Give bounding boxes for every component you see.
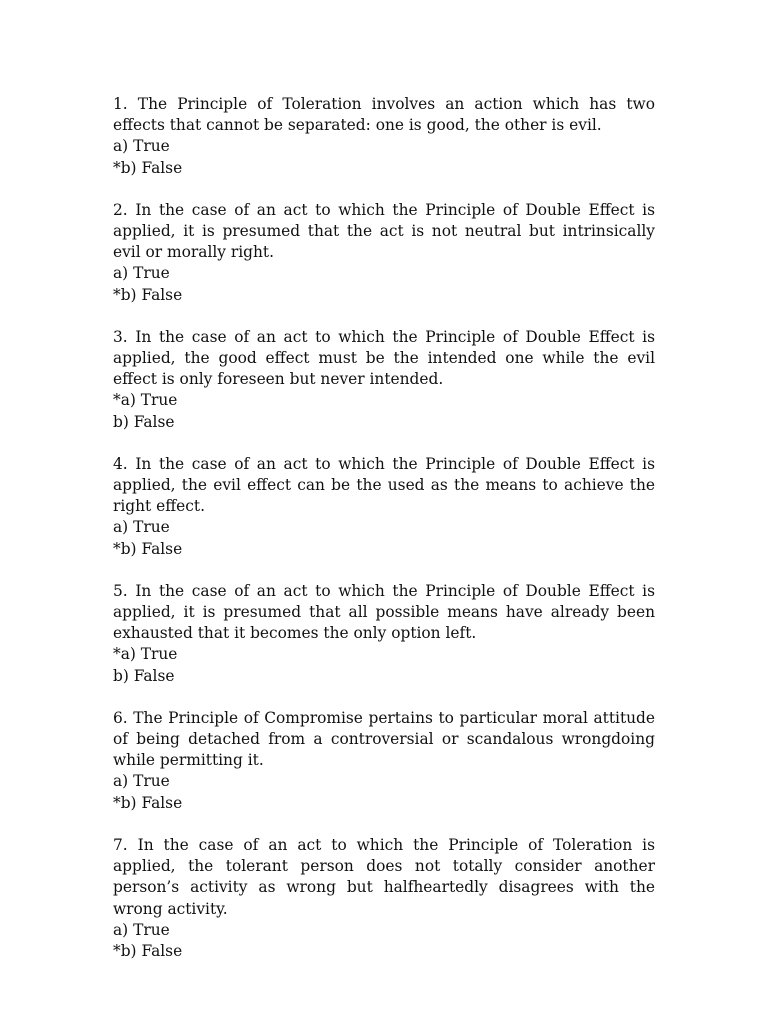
question-text: 5. In the case of an act to which the Principle of Double Effect is applied, it is presumed that all possible means have already been exhausted that it becomes the only option left.	[113, 581, 655, 643]
question-5	[113, 581, 655, 687]
question-text: 2. In the case of an act to which the Principle of Double Effect is applied, it is presumed that the act is not neutral but intrinsically evil or morally right.	[113, 200, 655, 262]
option-a: a) True	[113, 518, 170, 537]
question-text: 7. In the case of an act to which the Principle of Toleration is applied, the tolerant person does not totally consider another person’s activity as wrong but halfheartedly disagrees with the wrong activity.	[113, 835, 655, 918]
question-4	[113, 454, 655, 560]
option-a: *a) True	[113, 391, 178, 410]
option-b: *b) False	[113, 158, 183, 177]
document-page	[113, 94, 655, 983]
question-6	[113, 708, 655, 814]
option-b: *b) False	[113, 539, 183, 558]
option-b: b) False	[113, 412, 175, 431]
question-7	[113, 835, 655, 962]
option-b: *b) False	[113, 793, 183, 812]
option-b: b) False	[113, 666, 175, 685]
question-text: 3. In the case of an act to which the Principle of Double Effect is applied, the good effect must be the intended one while the evil effect is only foreseen but never intended.	[113, 327, 655, 389]
option-a: a) True	[113, 137, 170, 156]
question-text: 4. In the case of an act to which the Principle of Double Effect is applied, the evil effect can be the used as the means to achieve the right effect.	[113, 454, 655, 516]
question-1	[113, 94, 655, 179]
question-text: 1. The Principle of Toleration involves an action which has two effects that cannot be separated: one is good, the other is evil.	[113, 95, 655, 135]
option-b: *b) False	[113, 941, 183, 960]
option-a: *a) True	[113, 645, 178, 664]
option-a: a) True	[113, 920, 170, 939]
option-b: *b) False	[113, 285, 183, 304]
question-3	[113, 327, 655, 433]
option-a: a) True	[113, 772, 170, 791]
question-text: 6. The Principle of Compromise pertains to particular moral attitude of being detached from a controversial or scandalous wrongdoing while permitting it.	[113, 708, 655, 770]
question-2	[113, 200, 655, 306]
option-a: a) True	[113, 264, 170, 283]
